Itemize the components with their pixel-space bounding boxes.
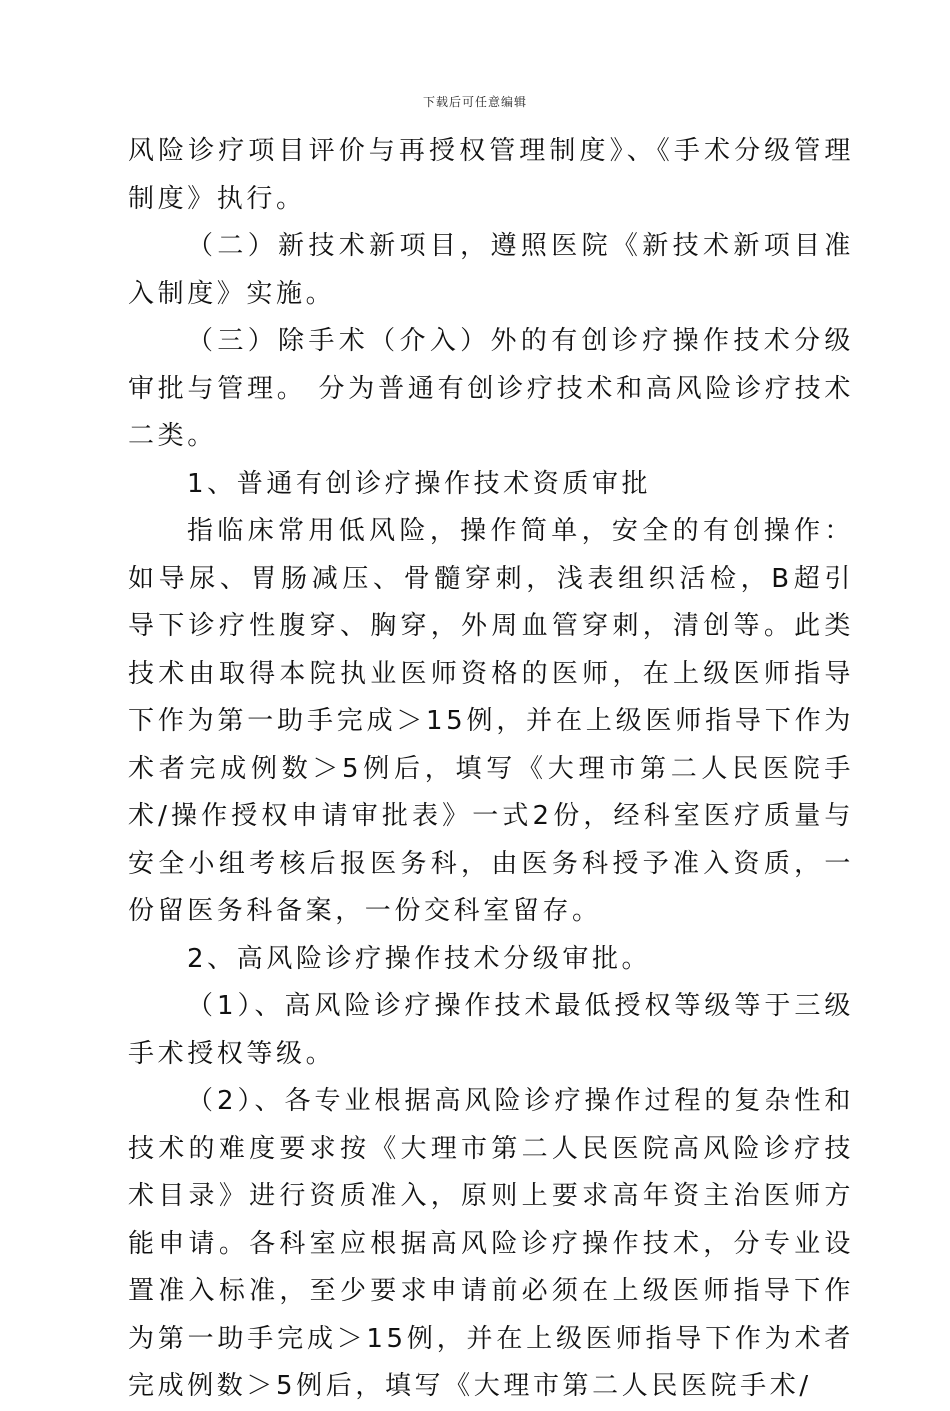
paragraph-heading-2: 2、高风险诊疗操作技术分级审批。 xyxy=(187,943,652,974)
paragraph-section-3: （三）除手术（介入）外的有创诊疗操作技术分级审批与管理。 分为普通有创诊疗技术和高风险诊疗技术二类。 xyxy=(128,326,854,451)
paragraph-continuation: 风险诊疗项目评价与再授权管理制度》、《手术分级管理制度》执行。 xyxy=(128,136,854,214)
paragraph-item-1: （1）、高风险诊疗操作技术最低授权等级等于三级手术授权等级。 xyxy=(128,991,854,1069)
paragraph-body-1: 指临床常用低风险，操作简单，安全的有创操作：如导尿、胃肠减压、骨髓穿刺，浅表组织活检，B超引导下诊疗性腹穿、胸穿，外周血管穿刺，清创等。此类技术由取得本院执业医师资格的医师，在上级医师指导下作为第一助手完成＞15例，并在上级医师指导下作为术者完成例数＞5例后，填写《大理市第二人民医院手术/操作授权申请审批表》一式2份，经科室医疗质量与安全小组考核后报医务科，由医务科授予准入资质，一份留医务科备案，一份交科室留存。 xyxy=(128,516,854,926)
page-header: 下载后可任意编辑 xyxy=(422,95,527,109)
paragraph-heading-1: 1、普通有创诊疗操作技术资质审批 xyxy=(187,468,652,499)
document-body xyxy=(128,128,854,1411)
paragraph-item-2: （2）、各专业根据高风险诊疗操作过程的复杂性和技术的难度要求按《大理市第二人民医院高风险诊疗技术目录》进行资质准入，原则上要求高年资主治医师方能申请。各科室应根据高风险诊疗操作技术，分专业设置准入标准，至少要求申请前必须在上级医师指导下作为第一助手完成＞15例，并在上级医师指导下作为术者完成例数＞5例后，填写《大理市第二人民医院手术/ xyxy=(128,1086,854,1401)
paragraph-section-2: （二）新技术新项目，遵照医院《新技术新项目准入制度》实施。 xyxy=(128,231,854,309)
